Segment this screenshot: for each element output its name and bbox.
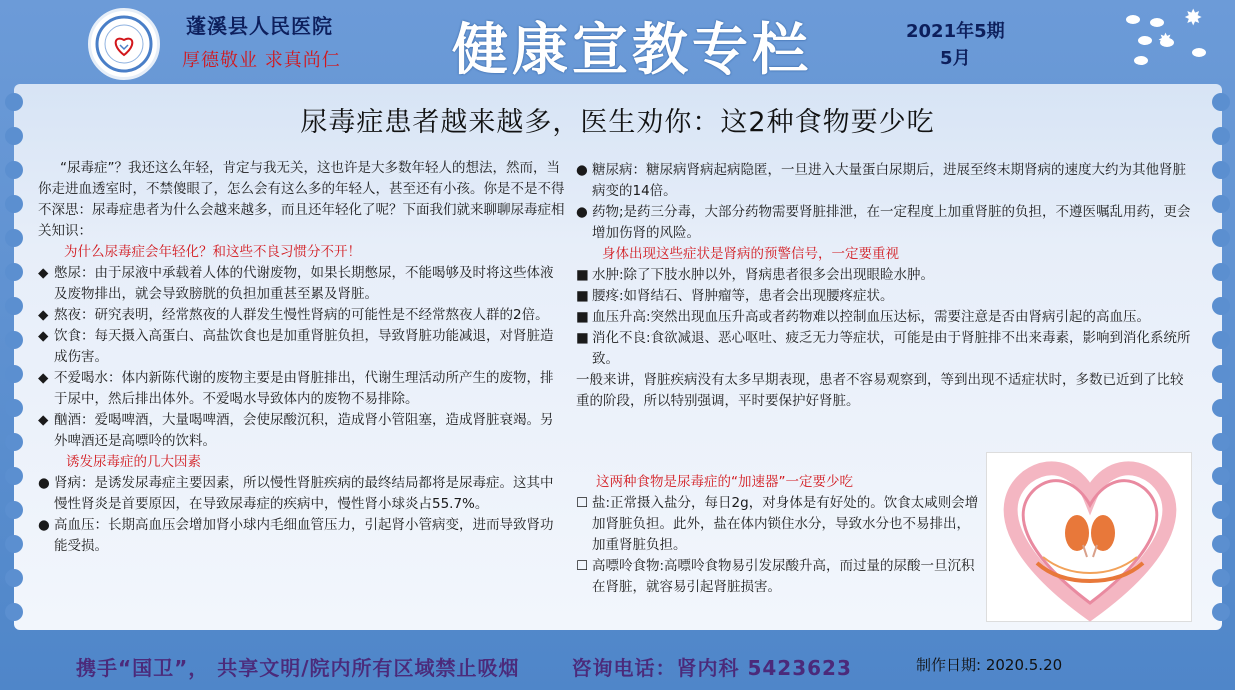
section-heading-habits: 为什么尿毒症会年轻化？和这些不良习惯分不开！ bbox=[64, 244, 361, 260]
ticket-notch bbox=[5, 263, 23, 281]
ticket-notch bbox=[1212, 365, 1230, 383]
ticket-notch bbox=[1212, 263, 1230, 281]
list-item: ☐ 盐:正常摄入盐分，每日2g，对身体是有好处的。饮食太咸则会增加肾脏负担。此外，盐在体内锁住水分，导致水分也不易排出，加重肾脏负担。 bbox=[576, 495, 979, 553]
ticket-notch bbox=[5, 603, 23, 621]
ticket-notch bbox=[5, 399, 23, 417]
page-title: 健康宣教专栏 bbox=[452, 18, 812, 83]
list-item: ● 肾病：是诱发尿毒症主要因素，所以慢性肾脏疾病的最终结局都将是尿毒症。这其中慢性肾炎是首要原因，在导致尿毒症的疾病中，慢性肾小球炎占55.7%。 bbox=[38, 475, 554, 512]
ticket-notch bbox=[5, 433, 23, 451]
ticket-notch bbox=[1212, 467, 1230, 485]
decor-star-icon: ✸ bbox=[1158, 30, 1174, 51]
footer-slogan: 携手“国卫”， 共享文明/院内所有区域禁止吸烟 bbox=[76, 656, 520, 680]
list-item: ■ 消化不良:食欲减退、恶心呕吐、疲乏无力等症状，可能是由于肾脏排不出来毒素，影响到消化系统所致。 bbox=[576, 330, 1191, 367]
list-item: ◆ 不爱喝水：体内新陈代谢的废物主要是由肾脏排出，代谢生理活动所产生的废物，排于尿中，然后排出体外。不爱喝水导致体内的废物不易排除。 bbox=[38, 370, 554, 407]
hospital-name: 蓬溪县人民医院 bbox=[186, 14, 333, 38]
issue-info bbox=[906, 18, 1005, 72]
footer-phone: 咨询电话：肾内科 5423623 bbox=[571, 656, 852, 680]
ticket-notch bbox=[1212, 161, 1230, 179]
list-item: ◆ 饮食：每天摄入高蛋白、高盐饮食也是加重肾脏负担，导致肾脏功能减退，对肾脏造成伤害。 bbox=[38, 328, 554, 365]
production-date: 制作日期: 2020.5.20 bbox=[916, 656, 1063, 674]
ticket-notch bbox=[5, 331, 23, 349]
ticket-notch bbox=[1212, 535, 1230, 553]
article-title: 尿毒症患者越来越多，医生劝你：这2种食物要少吃 bbox=[300, 107, 935, 138]
foods-section bbox=[576, 472, 980, 598]
section-heading-symptoms: 身体出现这些症状是肾病的预警信号，一定要重视 bbox=[602, 246, 899, 262]
ticket-notch bbox=[5, 501, 23, 519]
list-item: ■ 水肿:除了下肢水肿以外，肾病患者很多会出现眼睑水肿。 bbox=[576, 267, 935, 283]
decor-dot bbox=[1126, 15, 1140, 24]
issue-month: 5月 bbox=[940, 48, 971, 69]
left-column bbox=[38, 158, 566, 557]
list-item: ☐ 高嘌呤食物:高嘌呤食物易引发尿酸升高，而过量的尿酸一旦沉积在肾脏，就容易引起肾脏损害。 bbox=[576, 558, 975, 595]
list-item: ■ 腰疼:如肾结石、肾肿瘤等，患者会出现腰疼症状。 bbox=[576, 288, 894, 304]
ticket-notch bbox=[1212, 569, 1230, 587]
decor-dot bbox=[1192, 48, 1206, 57]
ticket-notch bbox=[5, 535, 23, 553]
summary-paragraph: 一般来讲，肾脏疾病没有太多早期表现，患者不容易观察到，等到出现不适症状时，多数已近到了比较重的阶段，所以特别强调，平时要保护好肾脏。 bbox=[576, 372, 1184, 409]
ticket-notch bbox=[5, 297, 23, 315]
hospital-logo bbox=[88, 8, 160, 80]
ticket-notch bbox=[1212, 399, 1230, 417]
list-item: ● 药物;是药三分毒，大部分药物需要肾脏排泄，在一定程度上加重肾脏的负担，不遵医嘱乱用药，更会增加伤肾的风险。 bbox=[576, 204, 1191, 241]
list-item: ● 高血压：长期高血压会增加肾小球内毛细血管压力，引起肾小管病变，进而导致肾功能受损。 bbox=[38, 517, 554, 554]
decor-dot bbox=[1138, 36, 1152, 45]
list-item: ● 糖尿病：糖尿病肾病起病隐匿，一旦进入大量蛋白尿期后，进展至终末期肾病的速度大约为其他肾脏病变的14倍。 bbox=[576, 162, 1186, 199]
ticket-notch bbox=[1212, 229, 1230, 247]
ticket-notch bbox=[5, 229, 23, 247]
section-heading-factors: 诱发尿毒症的几大因素 bbox=[66, 454, 201, 470]
ticket-notch bbox=[5, 195, 23, 213]
kidney-heart-hands-illustration bbox=[986, 452, 1192, 622]
ticket-notch bbox=[1212, 603, 1230, 621]
list-item: ■ 血压升高:突然出现血压升高或者药物难以控制血压达标，需要注意是否由肾病引起的高血压。 bbox=[576, 309, 1151, 325]
section-heading-foods: 这两种食物是尿毒症的“加速器”一定要少吃 bbox=[596, 474, 853, 490]
ticket-notch bbox=[1212, 331, 1230, 349]
ticket-notch bbox=[1212, 195, 1230, 213]
intro-paragraph: “尿毒症”？我还这么年轻，肯定与我无关，这也许是大多数年轻人的想法，然而，当你走进血透室时，不禁傻眼了，怎么会有这么多的年轻人，甚至还有小孩。你是不是不得不深思：尿毒症患者为什么会越来越多，而且还年轻化了呢？下面我们就来聊聊尿毒症相关知识： bbox=[38, 160, 565, 239]
ticket-notch bbox=[1212, 297, 1230, 315]
ticket-notch bbox=[5, 467, 23, 485]
ticket-notch bbox=[5, 161, 23, 179]
hospital-motto: 厚德敬业 求真尚仁 bbox=[182, 50, 341, 71]
ticket-notch bbox=[1212, 433, 1230, 451]
list-item: ◆ 熬夜：研究表明，经常熬夜的人群发生慢性肾病的可能性是不经常熬夜人群的2倍。 bbox=[38, 307, 549, 323]
decor-star-icon: ✸ bbox=[1184, 6, 1203, 31]
issue-number: 2021年5期 bbox=[906, 21, 1005, 42]
decor-dot bbox=[1150, 18, 1164, 27]
right-column bbox=[576, 160, 1196, 412]
ticket-notch bbox=[5, 365, 23, 383]
footer-banner bbox=[76, 652, 852, 681]
decor-dot bbox=[1134, 56, 1148, 65]
list-item: ◆ 憋尿：由于尿液中承载着人体的代谢废物，如果长期憋尿，不能喝够及时将这些体液及废物排出，就会导致膀胱的负担加重甚至累及肾脏。 bbox=[38, 265, 554, 302]
list-item: ◆ 酗酒：爱喝啤酒，大量喝啤酒，会使尿酸沉积，造成肾小管阻塞，造成肾脏衰竭。另外啤酒还是高嘌呤的饮料。 bbox=[38, 412, 554, 449]
ticket-notch bbox=[1212, 501, 1230, 519]
ticket-notch bbox=[5, 569, 23, 587]
